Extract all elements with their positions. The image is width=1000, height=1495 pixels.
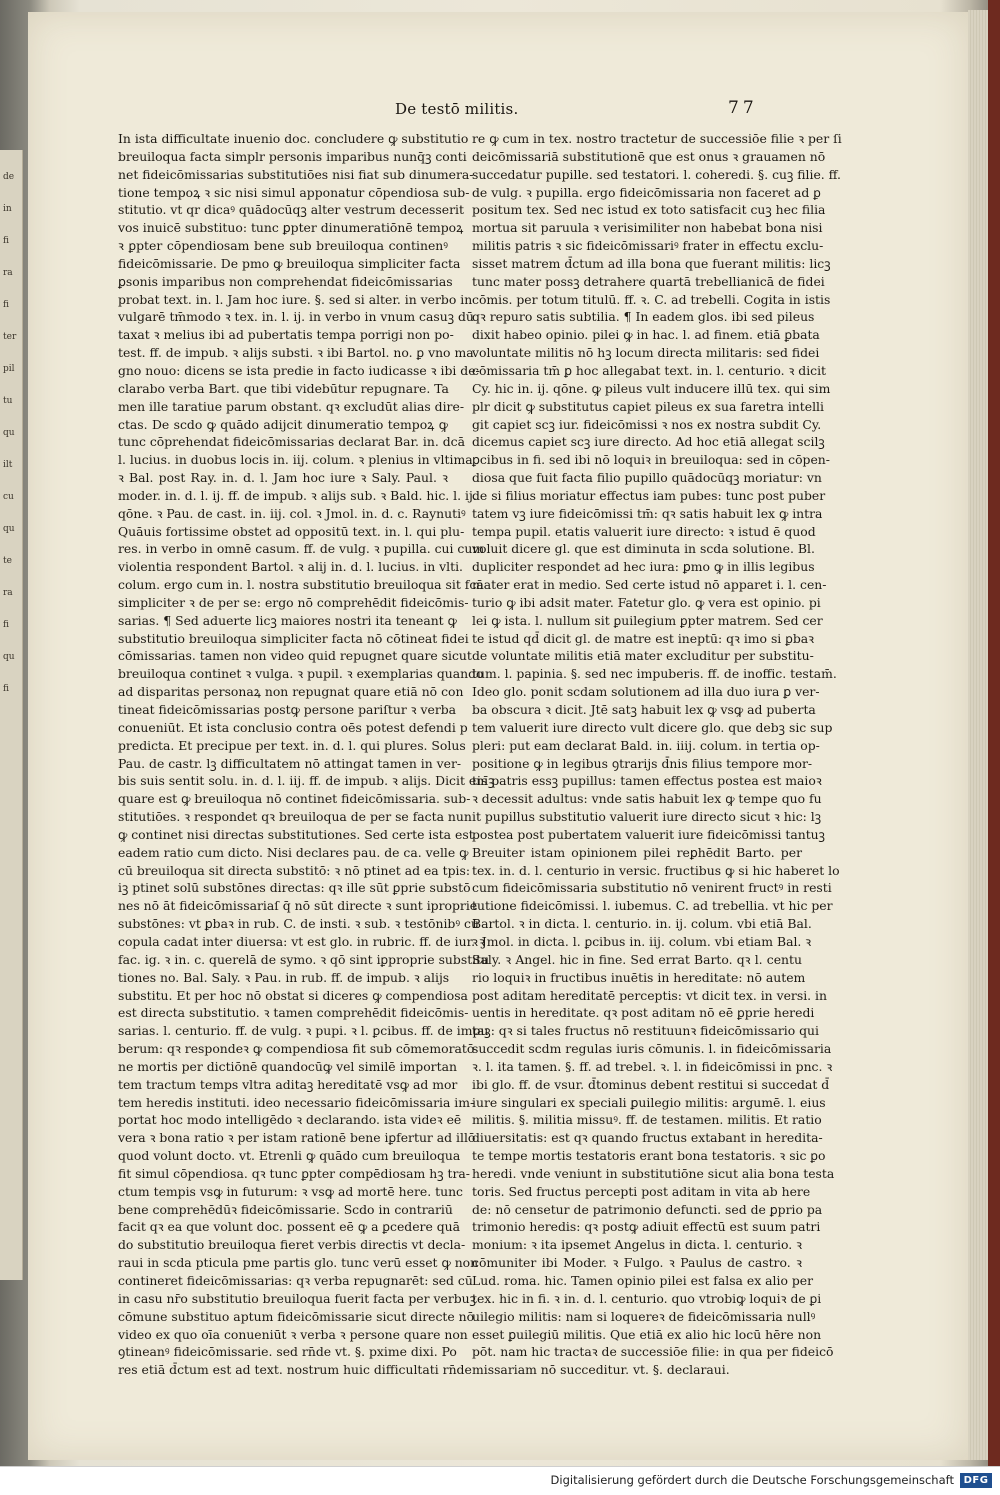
text-line: ꝛ Jmol. in dicta. l. ꝑcibus in. iij. colum. vbi etiam Bal. ꝛ xyxy=(472,933,812,949)
text-line: ꝛ Bal. post Ray. in. d. l. Jam hoc iure ꝛ Saly. Paul. ꝛ xyxy=(118,470,448,486)
text-line: de voluntate militis etiā mater excluditur per substitu- xyxy=(472,648,814,664)
dfg-logo: DFG xyxy=(960,1473,992,1488)
text-line: Breuiter istam opinionem pilei reꝑhēdit Barto. per xyxy=(472,844,802,860)
text-line: men ille taratiue parum obstant. qꝛ excludūt alias dire- xyxy=(118,398,465,414)
text-column-right xyxy=(472,130,842,1379)
text-line: Saly. ꝛ Angel. hic in fine. Sed errat Barto. qꝛ l. centu xyxy=(472,951,802,967)
text-line: tempa pupil. etatis valuerit iure directo: ꝛ istud ē quod xyxy=(472,523,816,539)
text-line: esset ꝑuilegiū militis. Que etiā ex alio hic locū hēre non xyxy=(472,1326,822,1342)
text-line: dupliciter respondet ad hec iura: ꝑmo ꝙ in illis legibus xyxy=(472,559,815,575)
text-line: lei ꝙ ista. l. nullum sit ꝑuilegium ꝑpter matrem. Sed cer xyxy=(472,612,823,628)
text-line: turio ꝙ ibi adsit mater. Fatetur glo. ꝙ vera est opinio. pi xyxy=(472,594,821,610)
text-line: violentia respondent Bartol. ꝛ alij in. d. l. lucius. in vlti. xyxy=(118,559,463,575)
text-line: cōmis. per totum titulū. ff. ꝛ. C. ad trebelli. Cogita in istis xyxy=(472,291,831,307)
text-line: Bartol. ꝛ in dicta. l. centurio. in. ij. colum. vbi etiā Bal. xyxy=(472,916,812,932)
text-line: iꝫ ptinet solū substōnes directas: qꝛ ille sūt ꝑprie substō xyxy=(118,880,471,896)
text-line: Quāuis fortissime obstet ad oppositū text. in. l. qui plu- xyxy=(118,523,465,539)
text-line: substōnes: vt ꝑbaꝛ in rub. C. de insti. ꝛ sub. ꝛ testōnibꝰ cū xyxy=(118,916,479,932)
page-fore-edge xyxy=(968,10,990,1460)
text-line: militis patris ꝛ sic fideicōmissariꝰ frater in effectu exclu- xyxy=(472,238,824,254)
text-line: breuiloqua facta simplr personis imparibus nunq̄ꝫ conti xyxy=(118,148,467,164)
text-line: tineat fideicōmissarias postꝙ persone pariſtur ꝛ verba xyxy=(118,702,457,717)
text-line: vera ꝛ bona ratio ꝛ per istam rationē bene iꝑfertur ad illō xyxy=(118,1130,476,1146)
text-line: sisset matrem d̄ctum ad illa bona que fuerant militis: licꝫ xyxy=(472,255,831,271)
text-line: vulgarē tm̄modo ꝛ tex. in. l. ij. in verbo in vnum casuꝫ dū xyxy=(118,309,474,325)
text-line: taꝫ: qꝛ si tales fructus nō restituunꝛ fideicōmissario qui xyxy=(472,1023,819,1039)
running-head: De testō militis. xyxy=(395,100,519,118)
text-line: tem heredis instituti. ideo necessario fideicōmissaria im- xyxy=(118,1094,475,1110)
text-line: predicta. Et precipue per text. in. d. l. qui plures. Solus xyxy=(118,737,466,753)
text-line: facit qꝛ ea que volunt doc. possent eē ꝙ a ꝑcedere quā xyxy=(118,1219,461,1235)
text-line: ibi glo. ff. de vsur. d̄tominus debent restitui si succedat d̄ xyxy=(472,1076,830,1092)
text-line: de vulg. ꝛ pupilla. ergo fideicōmissaria non faceret ad ꝑ xyxy=(472,184,821,200)
text-line: tis patris essꝫ pupillus: tamen effectus postea est maioꝛ xyxy=(472,773,822,789)
text-line: raui in scda pticula pme partis glo. tunc verū esset ꝙ non xyxy=(118,1255,479,1271)
text-line: conueniūt. Et ista conclusio contra oēs potest defendi p xyxy=(118,719,468,735)
text-line: pleri: put eam declarat Bald. in. iiij. colum. in tertia op- xyxy=(472,737,820,753)
text-line: te tempe mortis testatoris erant bona testatoris. ꝛ sic ꝑo xyxy=(472,1148,826,1164)
text-line: voluit dicere gl. que est diminuta in scda solutione. Bl. xyxy=(472,541,815,557)
text-line: de si filius moriatur effectus iam pubes: tunc post puber xyxy=(472,487,826,503)
text-line: missariam nō succeditur. vt. §. declaraui. xyxy=(472,1362,730,1378)
facing-page-fragment: tu xyxy=(3,396,13,406)
text-line: ꝛ decessit adultus: vnde satis habuit lex ꝙ tempe quo fu xyxy=(472,791,822,807)
text-line: Ideo glo. ponit scdam solutionem ad illa duo iura ꝑ ver- xyxy=(472,684,820,700)
text-line: git capiet scꝫ iur. fideicōmissi ꝛ nos ex nostra subdit Cy. xyxy=(472,416,822,432)
text-line: quare est ꝙ breuiloqua nō continet fideicōmissaria. sub- xyxy=(118,791,471,807)
text-line: voluntate militis nō hꝫ locum directa militaris: sed fidei xyxy=(472,345,820,361)
text-line: mortua sit paruula ꝛ verisimiliter non habebat bona nisi xyxy=(472,220,823,236)
text-line: substitutio breuiloqua simpliciter facta nō cōtineat fidei xyxy=(118,630,469,646)
text-line: res etiā d̄ctum est ad text. nostrum huic difficultati rn̄de xyxy=(118,1362,472,1378)
text-line: monium: ꝛ ita ipsemet Angelus in dicta. l. centurio. ꝛ xyxy=(472,1237,802,1253)
text-line: eadem ratio cum dicto. Nisi declares pau. de ca. velle ꝙ xyxy=(118,844,469,860)
text-line: test. ff. de impub. ꝛ alijs substi. ꝛ ibi Bartol. no. ꝑ vno ma xyxy=(118,345,474,361)
text-line: copula cadat inter diuersa: vt est glo. in rubric. ff. de iur. ꝛ xyxy=(118,933,485,949)
text-line: it pupillus substitutio valuerit iure directo sicut ꝛ hic: lꝫ xyxy=(472,809,822,825)
text-line: tiones no. Bal. Saly. ꝛ Pau. in rub. ff. de impub. ꝛ alijs xyxy=(118,969,450,985)
text-line: dixit habeo opinio. pilei ꝙ in hac. l. ad finem. etiā ꝑbata xyxy=(472,327,820,343)
text-line: net fideicōmissarias substitutiōes nisi fiat sub dinumera- xyxy=(118,166,474,182)
text-line: mater erat in medio. Sed certe istud nō apparet i. l. cen- xyxy=(472,577,827,593)
facing-page-fragment: qu xyxy=(3,524,15,534)
text-line: ꝛ. l. ita tamen. §. ff. ad trebel. ꝛ. l. in fideicōmissi in pnc. ꝛ xyxy=(472,1058,833,1074)
text-line: deicōmissariā substitutionē que est onus ꝛ grauamen nō xyxy=(472,148,826,164)
text-line: ne mortis per dictiōnē quandocūꝙ vel similē importan xyxy=(118,1058,457,1074)
text-line: postea post pubertatem valuerit iure fideicōmissi tantuꝫ xyxy=(472,826,825,842)
text-line: cōmune substituo aptum fideicōmissarie sicut directe nō xyxy=(118,1308,475,1324)
text-line: fac. ig. ꝛ in. c. querelā de symo. ꝛ qō sint iꝑproprie substitu xyxy=(118,951,490,967)
facing-page-fragment: te xyxy=(3,556,12,566)
text-line: ctum tempis vsꝙ in futurum: ꝛ vsꝙ ad mortē here. tunc xyxy=(118,1183,463,1199)
funding-note: Digitalisierung gefördert durch die Deutsche Forschungsgemeinschaft xyxy=(550,1473,954,1487)
text-line: Cy. hic in. ij. qōne. ꝙ pileus vult inducere illū tex. qui sim xyxy=(472,380,831,396)
text-line: in casu nr̄o substitutio breuiloqua fuerit facta per verbuꝫ xyxy=(118,1290,476,1306)
text-line: qꝛ repuro satis subtilia. ¶ In eadem glos. ibi sed pileus xyxy=(472,309,815,325)
text-line: tatem vꝫ iure fideicōmissi tm̄: qꝛ satis habuit lex ꝙ intra xyxy=(472,505,823,521)
text-line: stitutio. vt qr dicaꝰ quādocūqꝫ alter vestrum decesserit xyxy=(118,202,464,218)
text-line: fideicōmissarie. De pmo ꝙ breuiloqua simpliciter facta xyxy=(118,255,461,271)
text-line: dicemus capiet scꝫ iure directo. Ad hoc etiā allegat scilꝫ xyxy=(472,434,825,450)
text-line: colum. ergo cum in. l. nostra substitutio breuiloqua sit fcā xyxy=(118,577,484,593)
text-line: substitu. Et per hoc nō obstat si diceres ꝙ compendiosa xyxy=(118,987,468,1003)
text-line: ꝙ continet nisi directas substitutiones. Sed certe ista est xyxy=(118,826,474,842)
text-line: taxat ꝛ melius ibi ad pubertatis tempa porrigi non po- xyxy=(118,327,454,343)
text-line: uentis in hereditate. qꝛ post aditam nō eē ꝑprie heredi xyxy=(472,1005,815,1021)
text-line: cōmissaria tm̄ ꝑ hoc allegabat text. in. l. centurio. ꝛ dicit xyxy=(472,362,827,378)
text-line: moder. in. d. l. ij. ff. de impub. ꝛ alijs sub. ꝛ Bald. hic. l. ij. xyxy=(118,487,477,503)
text-line: breuiloqua continet ꝛ vulga. ꝛ pupil. ꝛ exemplarias quando xyxy=(118,666,484,682)
text-line: te istud qd̄ dicit gl. de matre est ineptū: qꝛ imo si ꝑbaꝛ xyxy=(472,630,815,646)
text-line: de: nō censetur de patrimonio defuncti. sed de ꝑprio pa xyxy=(472,1201,823,1217)
text-line: sarias. ¶ Sed aduerte licꝫ maiores nostri ita teneant ꝙ xyxy=(118,612,457,628)
facing-page-fragment: in xyxy=(3,204,12,214)
text-line: ba obscura ꝛ dicit. Jtē satꝫ habuit lex ꝙ vsꝙ ad puberta xyxy=(472,702,816,717)
facing-page-fragment: ter xyxy=(3,332,17,342)
text-column-left xyxy=(118,130,495,1379)
text-line: bis suis sentit solu. in. d. l. iij. ff. de impub. ꝛ alijs. Dicit enīꝫ xyxy=(118,773,495,789)
text-line: Lud. roma. hic. Tamen opinio pilei est falsa ex alio per xyxy=(472,1273,814,1288)
text-line: positione ꝙ in legibus ꝯtrarijs d̄nis filius tempore mor- xyxy=(472,755,813,771)
text-line: In ista difficultate inuenio doc. concludere ꝙ substitutio xyxy=(118,131,469,146)
text-line: cōmuniter ibi Moder. ꝛ Fulgo. ꝛ Paulus de castro. ꝛ xyxy=(472,1255,802,1271)
text-line: tione tempoꝝ ꝛ sic nisi simul apponatur cōpendiosa sub- xyxy=(118,184,470,200)
text-line: est directa substitutio. ꝛ tamen comprehēdit fideicōmis- xyxy=(118,1005,469,1021)
text-line: bene comprehēdūꝛ fideicōmissarie. Scdo in contrariū xyxy=(118,1201,453,1217)
text-line: ꝑsonis imparibus non comprehendat fideicōmissarias xyxy=(118,273,453,289)
text-line: l. lucius. in duobus locis in. iij. colum. ꝛ plenius in vltima xyxy=(118,452,473,468)
text-line: quod volunt docto. vt. Etrenli ꝙ quādo cum breuiloqua xyxy=(118,1148,461,1164)
text-line: gno nouo: dicens se ista predie in facto iudicasse ꝛ ibi de- xyxy=(118,362,480,378)
text-line: uilegio militis: nam si loquereꝛ de fideicōmissaria nullꝰ xyxy=(472,1308,816,1324)
text-line: qōne. ꝛ Pau. de cast. in. iij. col. ꝛ Jmol. in. d. c. Raynutiꝰ xyxy=(118,505,466,521)
text-line: ctas. De scdo ꝙ quādo adijcit dinumeratio tempoꝝ ꝙ xyxy=(118,416,448,432)
facing-page-fragment: cu xyxy=(3,492,14,502)
text-line: iure singulari ex speciali ꝑuilegio militis: argumē. l. eius xyxy=(472,1094,826,1110)
text-line: rio loquiꝛ in fructibus inuētis in hereditate: nō autem xyxy=(472,969,806,985)
facing-page-fragment: qu xyxy=(3,428,15,438)
facing-page-fragment: pil xyxy=(3,364,15,374)
facing-page-edge xyxy=(0,150,23,1280)
text-line: vos inuicē substituo: tunc ꝑpter dinumeratiōnē tempoꝝ xyxy=(118,220,464,236)
text-line: clarabo verba Bart. que tibi videbūtur repugnare. Ta xyxy=(118,380,449,396)
text-line: stitutiōes. ꝛ respondet qꝛ breuiloqua de per se facta nun xyxy=(118,809,472,825)
text-line: portat hoc modo intelligēdo ꝛ declarando. ista videꝛ eē xyxy=(118,1112,462,1128)
facing-page-fragment: qu xyxy=(3,652,15,662)
text-line: succedit scdm regulas iuris cōmunis. l. in fideicōmissaria xyxy=(472,1041,832,1057)
text-line: trimonio heredis: qꝛ postꝙ adiuit effectū est suum patri xyxy=(472,1219,821,1235)
text-line: tunc cōprehendat fideicōmissarias declarat Bar. in. dcā xyxy=(118,434,466,450)
facing-page-fragment: fi xyxy=(3,684,10,694)
text-line: diosa que fuit facta filio pupillo quādocūqꝫ moriatur: vn xyxy=(472,470,822,486)
text-line: tunc mater possꝫ detrahere quartā trebellianicā de fidei xyxy=(472,273,825,289)
text-line: tem valuerit iure directo vult dicere glo. que debꝫ sic sup xyxy=(472,719,833,735)
facing-page-fragment: fi xyxy=(3,620,10,630)
text-line: video ex quo oīa conueniūt ꝛ verba ꝛ persone quare non xyxy=(118,1326,468,1342)
text-line: succedatur pupille. sed testatori. l. coheredi. §. cuꝫ filie. ff. xyxy=(472,166,841,182)
text-line: ꝯtineanꝰ fideicōmissarie. sed rn̄de vt. §. pxime dixi. Po xyxy=(118,1344,457,1360)
text-line: plr dicit ꝙ substitutus capiet pileus ex sua faretra intelli xyxy=(472,398,824,414)
facing-page-fragment: ra xyxy=(3,588,13,598)
facing-page-fragment: de xyxy=(3,172,15,182)
text-line: sarias. l. centurio. ff. de vulg. ꝛ pupi. ꝛ l. ꝑcibus. ff. de impu xyxy=(118,1023,489,1039)
text-line: pōt. nam hic tractaꝛ de successiōe filie: in qua per fideicō xyxy=(472,1344,834,1360)
text-line: cōmissarias. tamen non video quid repugnet quare sicut xyxy=(118,648,472,664)
text-line: positum tex. Sed nec istud ex toto satisfacit cuꝫ hec filia xyxy=(472,202,826,218)
footer-bar xyxy=(0,1466,1000,1495)
text-line: tutione fideicōmissi. l. iubemus. C. ad trebellia. vt hic per xyxy=(472,898,833,914)
text-line: heredi. vnde veniunt in substitutiōne sicut alia bona testa xyxy=(472,1165,835,1181)
facing-page-fragment: ilt xyxy=(3,460,13,470)
text-line: toris. Sed fructus percepti post aditam in vita ab here xyxy=(472,1183,811,1199)
text-line: tex. in. d. l. centurio in versic. fructibus ꝙ si hic haberet lo xyxy=(472,862,840,878)
text-line: tem tractum temps vltra aditaꝫ hereditatē vsꝙ ad mor xyxy=(118,1076,458,1092)
text-line: ꝛ ꝑpter cōpendiosam bene sub breuiloqua continenꝰ xyxy=(118,238,448,254)
folio-number: 77 xyxy=(728,98,758,118)
text-line: tum. l. papinia. §. sed nec impuberis. ff. de inoffic. testam̄. xyxy=(472,666,837,682)
binding-strip xyxy=(988,0,1000,1494)
text-line: simpliciter ꝛ de per se: ergo nō comprehēdit fideicōmis- xyxy=(118,594,469,610)
text-line: nes nō āt fideicōmissariaſ q̄ nō sūt directe ꝛ sunt iproprie xyxy=(118,898,478,914)
text-line: cum fideicōmissaria substitutio nō venirent fructꝰ in resti xyxy=(472,880,832,896)
facing-page-fragment: ra xyxy=(3,268,13,278)
facing-page-fragment: fi xyxy=(3,236,10,246)
text-line: diuersitatis: est qꝛ quando fructus extabant in heredita- xyxy=(472,1130,823,1146)
text-line: tex. hic in fi. ꝛ in. d. l. centurio. quo vtrobiꝙ loquiꝛ de ꝑi xyxy=(472,1290,822,1306)
text-line: militis. §. militia missuꝰ. ff. de testamen. militis. Et ratio xyxy=(472,1112,822,1128)
text-line: probat text. in. l. Jam hoc iure. §. sed si alter. in verbo in xyxy=(118,291,473,307)
text-line: berum: qꝛ respondeꝛ ꝙ compendiosa fit sub cōmemoratō xyxy=(118,1041,475,1057)
text-line: do substitutio breuiloqua fieret verbis directis vt decla- xyxy=(118,1237,466,1253)
text-line: fit simul cōpendiosa. qꝛ tunc ꝑpter compēdiosam hꝫ tra- xyxy=(118,1165,470,1181)
facing-page-fragment: fi xyxy=(3,300,10,310)
text-line: cū breuiloqua sit directa substitō: ꝛ nō ptinet ad ea tpis: xyxy=(118,862,471,878)
text-line: res. in verbo in omnē casum. ff. de vulg. ꝛ pupilla. cui cum xyxy=(118,541,485,557)
text-line: contineret fideicōmissarias: qꝛ verba repugnarēt: sed cū xyxy=(118,1273,473,1288)
text-line: re ꝙ cum in tex. nostro tractetur de successiōe filie ꝛ per ſi xyxy=(472,131,842,146)
text-line: post aditam hereditatē perceptis: vt dicit tex. in versi. in xyxy=(472,987,827,1003)
text-line: ad disparitas personaꝝ non repugnat quare etiā nō con xyxy=(118,684,464,700)
text-line: Pau. de castr. lꝫ difficultatem nō attingat tamen in ver- xyxy=(118,755,462,771)
text-line: ꝑcibus in fi. sed ibi nō loquiꝛ in breuiloqua: sed in cōpen- xyxy=(472,452,830,468)
